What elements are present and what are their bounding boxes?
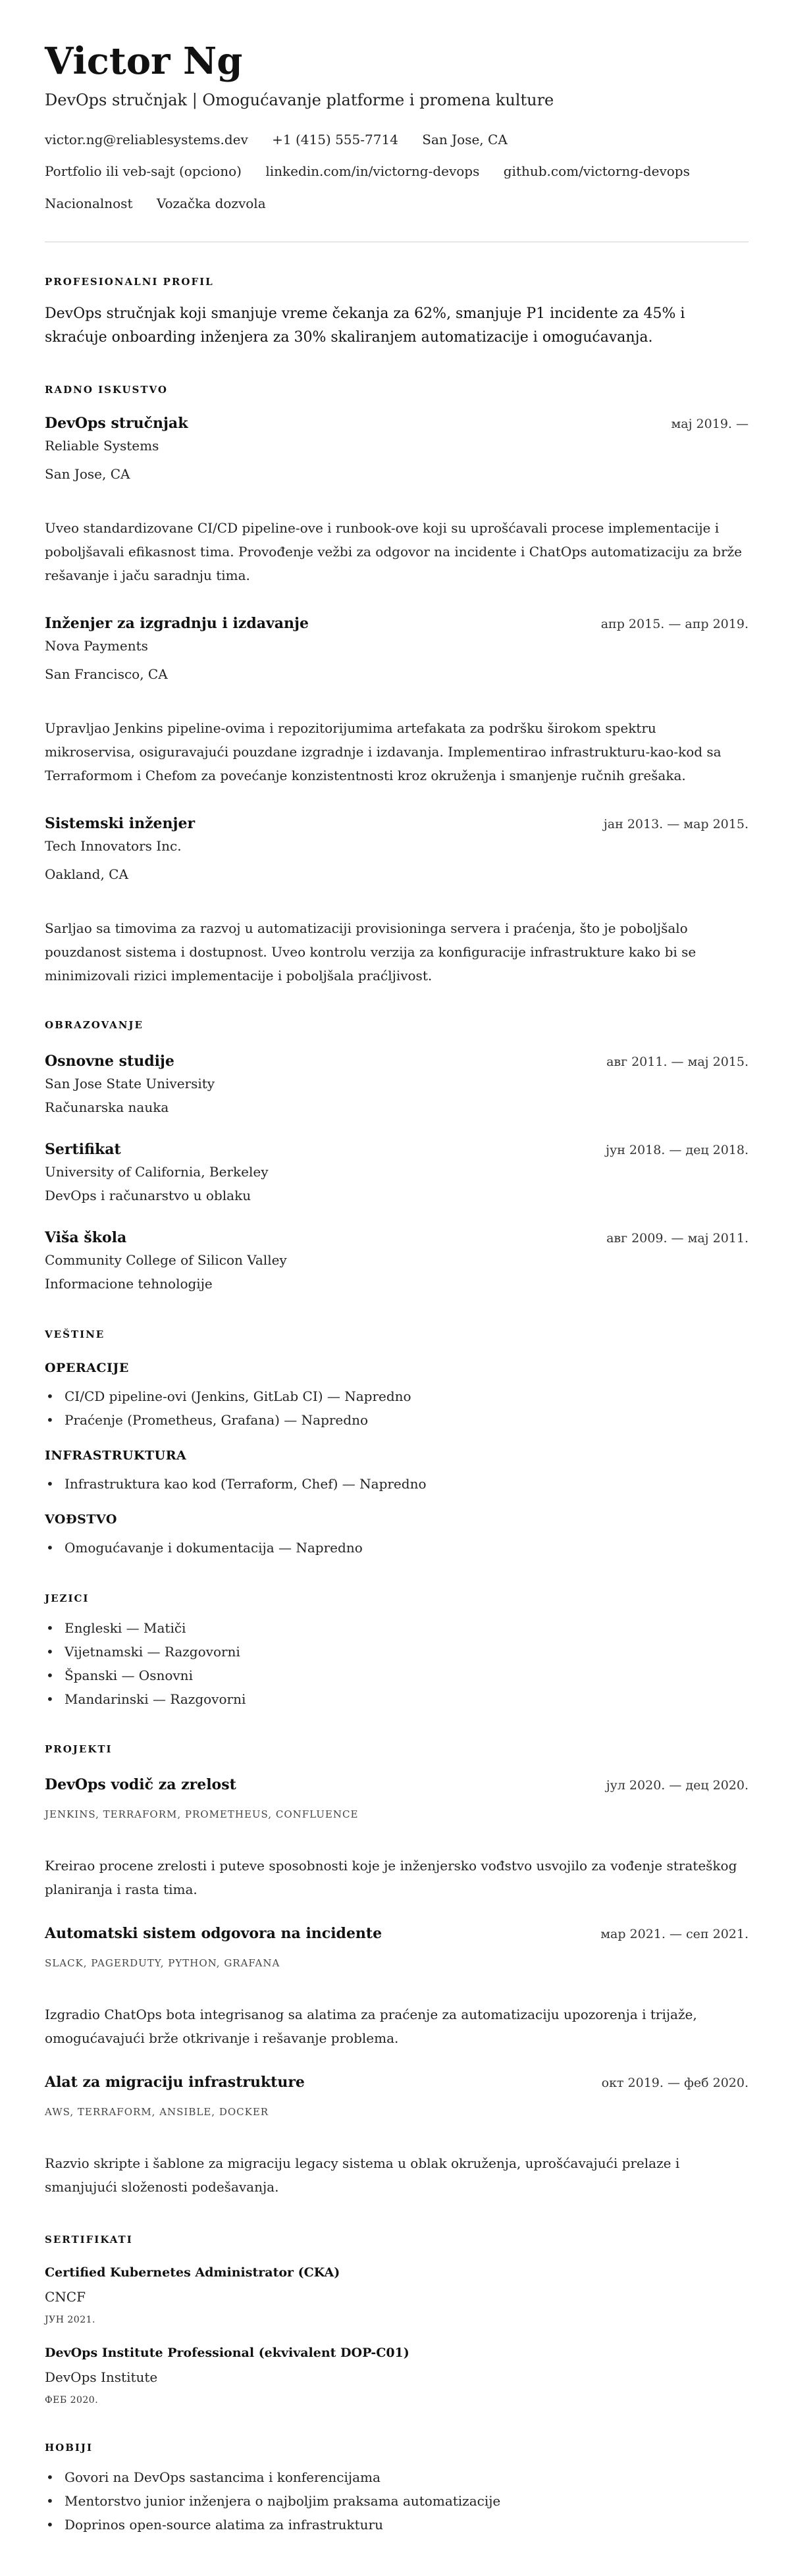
skill-item: • Omogućavanje i dokumentacija — Napredno: [45, 1536, 749, 1560]
section-heading: OBRAZOVANJE: [45, 1019, 144, 1031]
education-section: [45, 1018, 749, 1293]
hobby-list: [45, 2465, 749, 2537]
skill-list: [45, 1384, 749, 1432]
skill-list: [45, 1472, 749, 1496]
job-city: San Jose, CA: [45, 466, 130, 482]
job-city: San Francisco, CA: [45, 666, 168, 682]
linkedin-link[interactable]: linkedin.com/in/victorng-devops: [265, 163, 480, 179]
profile-section: [45, 275, 749, 350]
job-date: мај 2019. —: [671, 417, 749, 431]
section-heading: RADNO ISKUSTVO: [45, 384, 168, 396]
project-entry: [45, 1924, 749, 2050]
job-title: Inženjer za izgradnju i izdavanje: [45, 615, 309, 632]
language-item: • Mandarinski — Razgovorni: [45, 1687, 749, 1711]
job-entry: [45, 614, 749, 787]
github-link[interactable]: github.com/victorng-devops: [503, 163, 690, 179]
language-item: • Engleski — Matiči: [45, 1616, 749, 1640]
phone: +1 (415) 555-7714: [272, 132, 398, 147]
job-description: Sarljao sa timovima za razvoj u automatizaciji provisioninga servera i praćenja, što je poboljšalo pouzdanost sistema i dostupnost. Uveo kontrolu verzija za konfiguracije infrastrukture kako bi se minimizovali rizici implementacije i poboljšala praćljivost.: [45, 920, 697, 984]
job-company: Reliable Systems: [45, 438, 159, 454]
school: University of California, Berkeley: [45, 1164, 269, 1180]
project-entry: [45, 2072, 749, 2199]
skill-group-heading: VOĐSTVO: [45, 1512, 117, 1527]
skills-section: [45, 1328, 749, 1560]
section-heading: PROJEKTI: [45, 1743, 113, 1755]
school: Community College of Silicon Valley: [45, 1252, 287, 1268]
education-entry: [45, 1140, 749, 1205]
project-description: Izgradio ChatOps bota integrisanog sa alatima za praćenje za automatizaciju upozorenja i trijaže, omogućavajući brže otkrivanje i rešavanje problema.: [45, 2007, 697, 2046]
project-entry: [45, 1775, 749, 1901]
certification-entry: [45, 2344, 749, 2407]
job-title: Sistemski inženjer: [45, 815, 196, 832]
language-list: [45, 1616, 749, 1711]
section-heading: JEZICI: [45, 1592, 90, 1604]
personal-row: [45, 194, 749, 213]
project-tech: SLACK, PAGERDUTY, PYTHON, GRAFANA: [45, 1957, 280, 1969]
job-entry: [45, 814, 749, 987]
skill-item: • CI/CD pipeline-ovi (Jenkins, GitLab CI) — Napredno: [45, 1384, 749, 1408]
project-date: окт 2019. — феб 2020.: [601, 2076, 749, 2090]
education-date: авг 2009. — мај 2011.: [606, 1231, 749, 1246]
skill-group-heading: INFRASTRUKTURA: [45, 1448, 187, 1463]
project-title: Automatski sistem odgovora na incidente: [45, 1925, 382, 1942]
job-company: Tech Innovators Inc.: [45, 838, 182, 854]
education-entry: [45, 1051, 749, 1117]
section-heading: PROFESIONALNI PROFIL: [45, 276, 214, 288]
project-date: јул 2020. — дец 2020.: [606, 1778, 749, 1793]
experience-section: [45, 383, 749, 987]
nationality: Nacionalnost: [45, 196, 133, 211]
hobby-item: • Doprinos open-source alatima za infrastrukturu: [45, 2513, 749, 2537]
job-date: јан 2013. — мар 2015.: [603, 817, 749, 831]
project-description: Kreirao procene zrelosti i puteve sposobnosti koje je inženjersko vođstvo usvojilo za vođenje strateškog planiranja i rasta tima.: [45, 1858, 737, 1897]
resume-header: [45, 40, 749, 213]
certification-date: ЈУН 2021.: [45, 2315, 95, 2325]
certification-date: ФЕБ 2020.: [45, 2395, 99, 2405]
education-entry: [45, 1228, 749, 1293]
headline: DevOps stručnjak | Omogućavanje platforme i promena kulture: [45, 91, 554, 109]
certification-issuer: DevOps Institute: [45, 2369, 158, 2385]
field-of-study: Informacione tehnologije: [45, 1276, 213, 1292]
links-row: [45, 161, 749, 181]
candidate-name: Victor Ng: [45, 39, 243, 83]
languages-section: [45, 1592, 749, 1711]
contact-row: [45, 130, 749, 149]
email-link[interactable]: victor.ng@reliablesystems.dev: [45, 132, 248, 147]
field-of-study: Računarska nauka: [45, 1099, 169, 1115]
job-title: DevOps stručnjak: [45, 415, 188, 432]
certifications-section: [45, 2233, 749, 2407]
job-city: Oakland, CA: [45, 866, 128, 882]
project-description: Razvio skripte i šablone za migraciju legacy sistema u oblak okruženja, uprošćavajući prelaze i smanjujući složenosti podešavanja.: [45, 2155, 680, 2195]
project-title: DevOps vodič za zrelost: [45, 1776, 236, 1793]
certification-entry: [45, 2264, 749, 2326]
drivers-license: Vozačka dozvola: [156, 196, 266, 211]
language-item: • Španski — Osnovni: [45, 1664, 749, 1687]
education-date: јун 2018. — дец 2018.: [606, 1143, 749, 1157]
hobbies-section: [45, 2441, 749, 2537]
job-description: Upravljao Jenkins pipeline-ovima i repozitorijumima artefakata za podršku širokom spektru mikroservisa, osiguravajući pouzdane izgradnje i izdavanja. Implementirao infrastrukturu-kao-kod sa Terraformom i Chefom za povećanje konzistentnosti kroz okruženja i smanjenje ručnih grešaka.: [45, 720, 722, 783]
skill-list: [45, 1536, 749, 1560]
section-heading: SERTIFIKATI: [45, 2234, 133, 2246]
project-title: Alat za migraciju infrastrukture: [45, 2074, 305, 2091]
job-entry: [45, 413, 749, 587]
section-heading: HOBIJI: [45, 2442, 93, 2454]
language-item: • Vijetnamski — Razgovorni: [45, 1640, 749, 1664]
skill-item: • Infrastruktura kao kod (Terraform, Chef) — Napredno: [45, 1472, 749, 1496]
education-date: авг 2011. — мај 2015.: [606, 1055, 749, 1069]
project-tech: AWS, TERRAFORM, ANSIBLE, DOCKER: [45, 2106, 269, 2118]
portfolio-link[interactable]: Portfolio ili veb-sajt (opciono): [45, 163, 242, 179]
section-heading: VEŠTINE: [45, 1328, 105, 1340]
project-date: мар 2021. — сеп 2021.: [600, 1927, 749, 1941]
hobby-item: • Govori na DevOps sastancima i konferencijama: [45, 2465, 749, 2489]
degree: Osnovne studije: [45, 1053, 174, 1070]
school: San Jose State University: [45, 1076, 215, 1091]
certification-issuer: CNCF: [45, 2289, 86, 2305]
job-company: Nova Payments: [45, 638, 148, 654]
certification-title: Certified Kubernetes Administrator (CKA): [45, 2265, 340, 2280]
job-date: апр 2015. — апр 2019.: [600, 617, 749, 631]
hobby-item: • Mentorstvo junior inženjera o najboljim praksama automatizacije: [45, 2489, 749, 2513]
skill-item: • Praćenje (Prometheus, Grafana) — Napredno: [45, 1408, 749, 1432]
degree: Sertifikat: [45, 1141, 121, 1158]
profile-text: DevOps stručnjak koji smanjuje vreme čekanja za 62%, smanjuje P1 incidente za 45% i skraćuje onboarding inženjera za 30% skaliranjem automatizacije i omogućavanja.: [45, 305, 685, 346]
location: San Jose, CA: [422, 132, 508, 147]
project-tech: JENKINS, TERRAFORM, PROMETHEUS, CONFLUENCE: [45, 1808, 359, 1820]
skill-group-heading: OPERACIJE: [45, 1361, 129, 1375]
projects-section: [45, 1743, 749, 2199]
certification-title: DevOps Institute Professional (ekvivalent DOP-C01): [45, 2346, 409, 2360]
field-of-study: DevOps i računarstvo u oblaku: [45, 1188, 251, 1203]
job-description: Uveo standardizovane CI/CD pipeline-ove i runbook-ove koji su uprošćavali procese implementacije i poboljšavali efikasnost tima. Provođenje vežbi za odgovor na incidente i ChatOps automatizaciju za brže rešavanje i jaču saradnju tima.: [45, 520, 743, 583]
degree: Viša škola: [45, 1229, 127, 1246]
